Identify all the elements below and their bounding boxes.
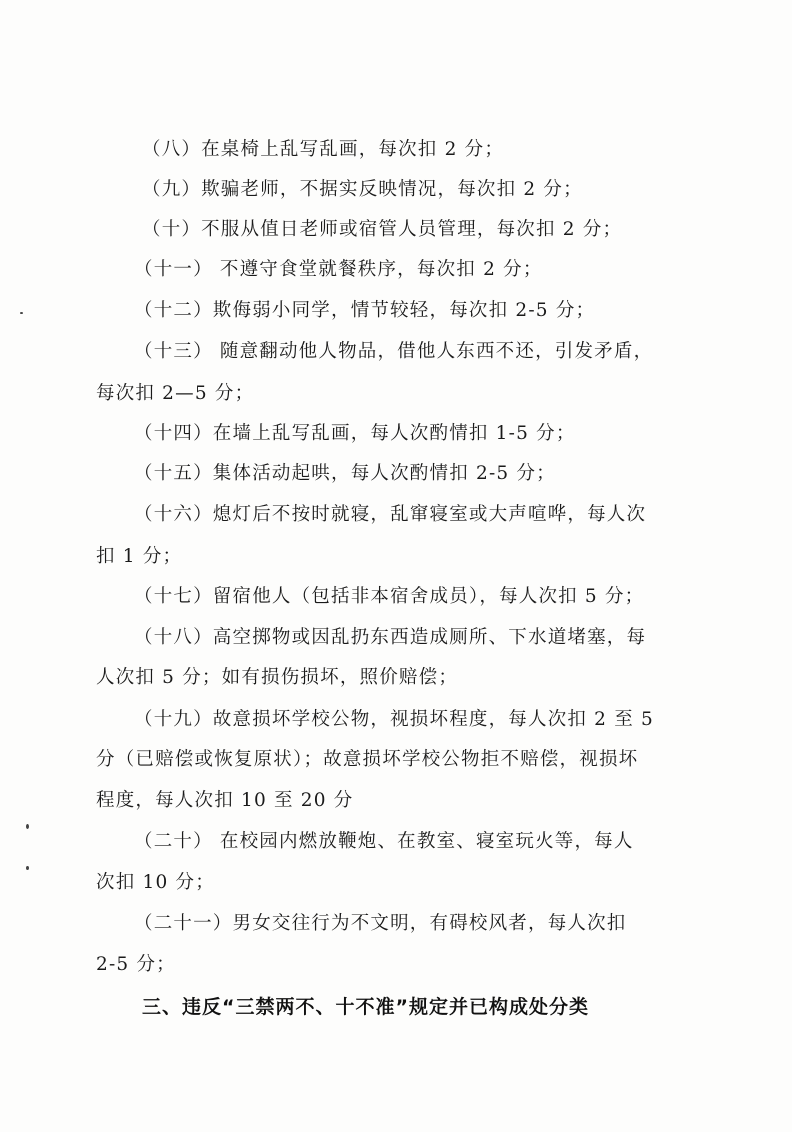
rule-item-19-cont-2: 程度，每人次扣 10 至 20 分 [96,790,354,811]
scan-speck [26,866,29,870]
rule-item-15: （十五）集体活动起哄，每人次酌情扣 2-5 分； [134,463,556,484]
rule-item-10: （十）不服从值日老师或宿管人员管理，每次扣 2 分； [142,219,623,240]
rule-item-18-cont: 人次扣 5 分；如有损伤损坏，照价赔偿； [96,667,459,688]
rule-item-19: （十九）故意损坏学校公物，视损坏程度，每人次扣 2 至 5 [134,709,654,730]
scan-speck [20,312,23,314]
rule-item-21-cont: 2-5 分； [96,954,176,975]
rule-item-17: （十七）留宿他人（包括非本宿舍成员），每人次扣 5 分； [134,586,645,607]
rule-item-20: （二十） 在校园内燃放鞭炮、在教室、寝室玩火等，每人 [134,831,634,852]
rule-item-14: （十四）在墙上乱写乱画，每人次酌情扣 1-5 分； [134,423,576,444]
rule-item-16: （十六）熄灯后不按时就寝，乱窜寝室或大声喧哗，每人次 [134,504,647,525]
rule-item-12: （十二）欺侮弱小同学，情节较轻，每次扣 2-5 分； [134,300,596,321]
rule-item-21: （二十一）男女交往行为不文明，有碍校风者，每人次扣 [134,913,627,934]
rule-item-8: （八）在桌椅上乱写乱画，每次扣 2 分； [142,139,505,160]
scan-speck [26,824,29,829]
rule-item-13-cont: 每次扣 2—5 分； [96,383,255,404]
rule-item-9: （九）欺骗老师，不据实反映情况，每次扣 2 分； [142,179,583,200]
rule-item-11: （十一） 不遵守食堂就餐秩序，每次扣 2 分； [134,259,543,280]
rule-item-13: （十三） 随意翻动他人物品，借他人东西不还，引发矛盾， [134,341,654,362]
rule-item-18: （十八）高空掷物或因乱扔东西造成厕所、下水道堵塞，每 [134,627,647,648]
rule-item-20-cont: 次扣 10 分； [96,872,215,893]
rule-item-19-cont-1: 分（已赔偿或恢复原状）；故意损坏学校公物拒不赔偿，视损坏 [96,749,639,770]
rule-item-16-cont: 扣 1 分； [96,546,183,567]
section-heading: 三、违反“三禁两不、十不准”规定并已构成处分类 [142,996,589,1018]
